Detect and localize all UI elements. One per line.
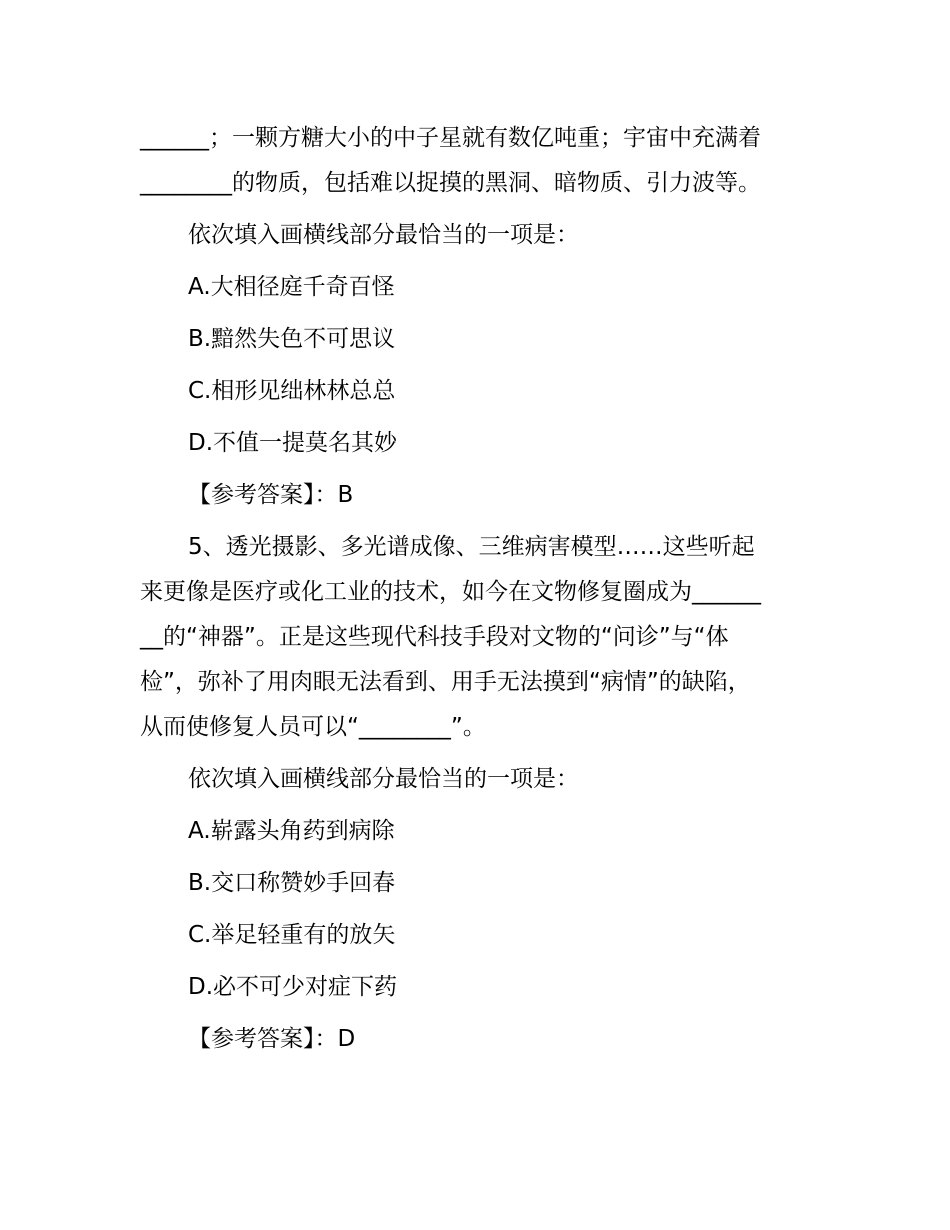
question-4-prompt: 依次填入画横线部分最恰当的一项是： [188,222,579,248]
question-5-text-line-3: __的“神器”。正是这些现代科技手段对文物的“问诊”与“体 [140,624,729,650]
question-4-option-a: A.大相径庭千奇百怪 [188,274,395,300]
question-4 [140,116,812,518]
question-4-answer: 【参考答案】：B [188,482,354,508]
question-5 [140,525,812,1062]
question-4-option-c: C.相形见绌林林总总 [188,378,396,404]
question-5-option-d: D.必不可少对症下药 [188,974,398,1000]
question-4-text-line-2: ________的物质，包括难以捉摸的黑洞、暗物质、引力波等。 [140,170,761,196]
question-5-answer: 【参考答案】：D [188,1026,356,1052]
question-5-text-line-5: 从而使修复人员可以“________”。 [140,714,486,740]
question-5-option-c: C.举足轻重有的放矢 [188,922,396,948]
question-4-option-d: D.不值一提莫名其妙 [188,430,398,456]
question-5-option-b: B.交口称赞妙手回春 [188,870,396,896]
question-5-text-line-4: 检”，弥补了用肉眼无法看到、用手无法摸到“病情”的缺陷， [140,669,751,695]
question-5-text-line-1: 5、透光摄影、多光谱成像、三维病害模型……这些听起 [188,534,755,560]
question-4-text-line-1: ______；一颗方糖大小的中子星就有数亿吨重；宇宙中充满着 [140,125,761,151]
document-page [140,116,812,1069]
question-5-option-a: A.崭露头角药到病除 [188,818,395,844]
question-5-prompt: 依次填入画横线部分最恰当的一项是： [188,766,579,792]
question-5-text-line-2: 来更像是医疗或化工业的技术，如今在文物修复圈成为______ [140,579,761,605]
question-4-option-b: B.黯然失色不可思议 [188,326,396,352]
